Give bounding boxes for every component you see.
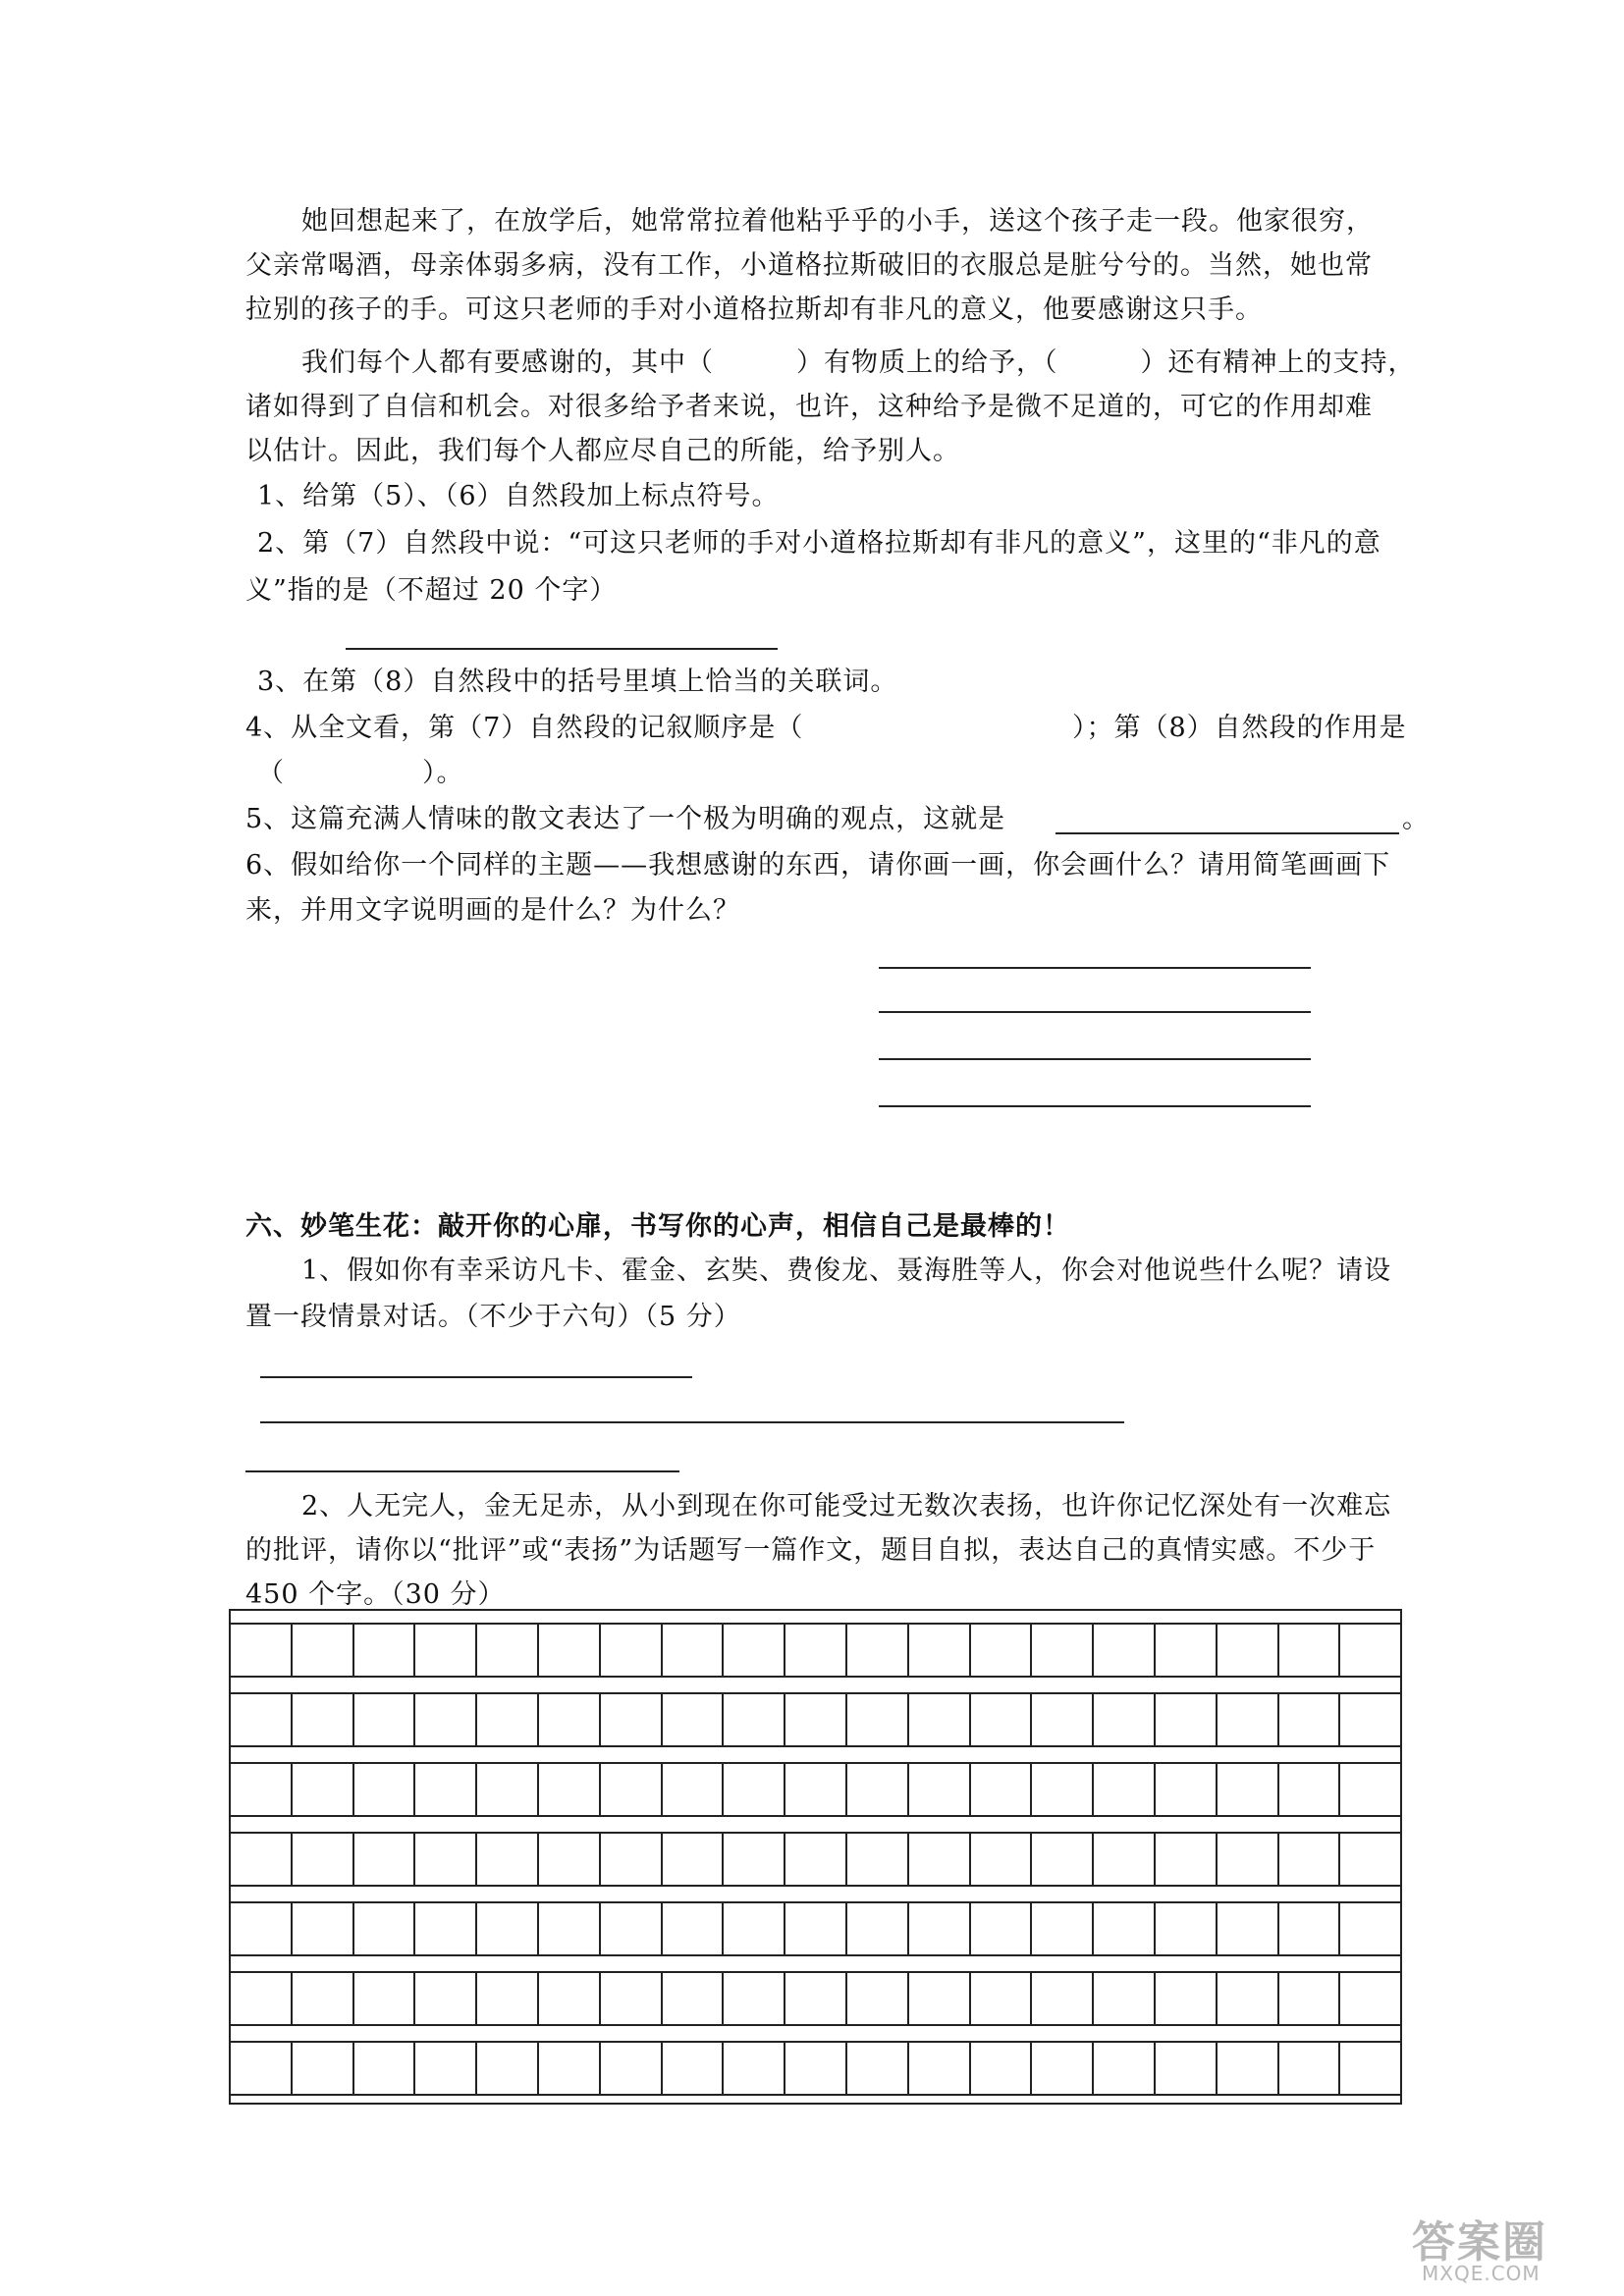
grid-cell[interactable] <box>477 1694 539 1745</box>
grid-cell[interactable] <box>847 2043 909 2094</box>
grid-cell[interactable] <box>539 1694 601 1745</box>
grid-cell[interactable] <box>724 1903 785 1954</box>
grid-cell[interactable] <box>415 1764 477 1815</box>
question-3: 3、在第（8）自然段中的括号里填上恰当的关联词。 <box>257 667 898 697</box>
grid-cell[interactable] <box>1340 1625 1400 1676</box>
grid-cell[interactable] <box>909 1625 971 1676</box>
grid-cell[interactable] <box>415 1973 477 2024</box>
grid-cell[interactable] <box>601 1973 663 2024</box>
grid-cell[interactable] <box>971 1903 1033 1954</box>
watermark-url: MXQE.COM <box>1422 2262 1541 2285</box>
grid-cell[interactable] <box>1340 2043 1400 2094</box>
grid-cell[interactable] <box>231 1764 293 1815</box>
grid-cell[interactable] <box>663 1694 725 1745</box>
grid-row[interactable] <box>231 1901 1400 1956</box>
grid-cell[interactable] <box>1094 1903 1156 1954</box>
grid-cell[interactable] <box>539 1764 601 1815</box>
question-5-end: 。 <box>1402 804 1430 834</box>
grid-cell[interactable] <box>847 1694 909 1745</box>
grid-cell[interactable] <box>293 1694 354 1745</box>
grid-cell[interactable] <box>1032 1834 1094 1885</box>
grid-cell[interactable] <box>539 1625 601 1676</box>
grid-cell[interactable] <box>785 2043 847 2094</box>
grid-cell[interactable] <box>1218 1973 1279 2024</box>
grid-cell[interactable] <box>971 1625 1033 1676</box>
grid-cell[interactable] <box>847 1834 909 1885</box>
question-2-answer-line[interactable] <box>346 648 778 650</box>
watermark-logo: 答案圈 <box>1412 2217 1547 2268</box>
grid-cell[interactable] <box>1218 1764 1279 1815</box>
grid-cell[interactable] <box>909 1973 971 2024</box>
grid-cell[interactable] <box>1340 1973 1400 2024</box>
grid-cell[interactable] <box>293 1903 354 1954</box>
grid-cell[interactable] <box>663 1834 725 1885</box>
watermark <box>1412 2218 1613 2289</box>
grid-cell[interactable] <box>601 2043 663 2094</box>
grid-cell[interactable] <box>231 1834 293 1885</box>
question-2-line2: 义”指的是（不超过 20 个字） <box>245 575 618 606</box>
grid-cell[interactable] <box>1156 2043 1218 2094</box>
grid-cell[interactable] <box>1156 1694 1218 1745</box>
grid-cell[interactable] <box>1156 1973 1218 2024</box>
grid-cell[interactable] <box>663 1903 725 1954</box>
grid-cell[interactable] <box>539 1903 601 1954</box>
grid-cell[interactable] <box>354 1903 416 1954</box>
grid-cell[interactable] <box>1156 1764 1218 1815</box>
passage-p8-line3: 以估计。因此，我们每个人都应尽自己的所能，给予别人。 <box>245 436 960 466</box>
passage-p8-line1: 我们每个人都有要感谢的，其中（ ）有物质上的给予，（ ）还有精神上的支持， <box>301 347 1416 378</box>
grid-cell[interactable] <box>1218 1694 1279 1745</box>
grid-cell[interactable] <box>909 1903 971 1954</box>
grid-cell[interactable] <box>1279 1973 1341 2024</box>
grid-cell[interactable] <box>293 1973 354 2024</box>
grid-cell[interactable] <box>663 1625 725 1676</box>
grid-cell[interactable] <box>415 2043 477 2094</box>
grid-cell[interactable] <box>724 1973 785 2024</box>
grid-cell[interactable] <box>909 2043 971 2094</box>
grid-cell[interactable] <box>785 1764 847 1815</box>
grid-cell[interactable] <box>539 1834 601 1885</box>
grid-cell[interactable] <box>293 1834 354 1885</box>
grid-cell[interactable] <box>1156 1625 1218 1676</box>
grid-cell[interactable] <box>847 1764 909 1815</box>
grid-cell[interactable] <box>477 1764 539 1815</box>
section6-item2-line1: 2、人无完人，金无足赤，从小到现在你可能受过无数次表扬，也许你记忆深处有一次难忘 <box>301 1491 1392 1522</box>
section6-item1-line2: 置一段情景对话。（不少于六句）（5 分） <box>245 1302 741 1332</box>
question-6-answer-line-1[interactable] <box>879 967 1311 969</box>
question-2-line1: 2、第（7）自然段中说：“可这只老师的手对小道格拉斯却有非凡的意义”，这里的“非凡的意 <box>257 528 1381 559</box>
grid-cell[interactable] <box>354 1764 416 1815</box>
section6-item2-line3: 450 个字。（30 分） <box>245 1579 506 1610</box>
grid-cell[interactable] <box>415 1694 477 1745</box>
grid-cell[interactable] <box>785 1625 847 1676</box>
grid-cell[interactable] <box>847 1973 909 2024</box>
grid-cell[interactable] <box>415 1834 477 1885</box>
passage-p7-line1: 她回想起来了，在放学后，她常常拉着他粘乎乎的小手，送这个孩子走一段。他家很穷， <box>301 206 1374 237</box>
grid-row[interactable] <box>231 1692 1400 1747</box>
section6-item1-line1: 1、假如你有幸采访凡卡、霍金、玄奘、费俊龙、聂海胜等人，你会对他说些什么呢？请设 <box>301 1255 1392 1286</box>
passage-p7-line3: 拉别的孩子的手。可这只老师的手对小道格拉斯却有非凡的意义，他要感谢这只手。 <box>245 294 1263 325</box>
grid-cell[interactable] <box>785 1903 847 1954</box>
grid-cell[interactable] <box>231 1694 293 1745</box>
grid-cell[interactable] <box>1032 1973 1094 2024</box>
grid-cell[interactable] <box>785 1694 847 1745</box>
grid-cell[interactable] <box>1279 1625 1341 1676</box>
grid-cell[interactable] <box>601 1903 663 1954</box>
grid-cell[interactable] <box>1279 2043 1341 2094</box>
grid-cell[interactable] <box>909 1834 971 1885</box>
grid-cell[interactable] <box>354 1625 416 1676</box>
grid-cell[interactable] <box>1279 1694 1341 1745</box>
grid-cell[interactable] <box>724 1764 785 1815</box>
grid-cell[interactable] <box>1279 1834 1341 1885</box>
grid-cell[interactable] <box>847 1903 909 1954</box>
section6-item1-answer-line-3[interactable] <box>245 1470 679 1472</box>
passage-p7-line2: 父亲常喝酒，母亲体弱多病，没有工作，小道格拉斯破旧的衣服总是脏兮兮的。当然，她也常 <box>245 250 1373 281</box>
question-5-answer-line[interactable] <box>1056 832 1399 834</box>
question-4-part2: ）；第（8）自然段的作用是 <box>1072 713 1407 743</box>
grid-cell[interactable] <box>477 1625 539 1676</box>
grid-cell[interactable] <box>724 2043 785 2094</box>
grid-cell[interactable] <box>354 2043 416 2094</box>
grid-cell[interactable] <box>601 1694 663 1745</box>
grid-cell[interactable] <box>477 1834 539 1885</box>
grid-cell[interactable] <box>1094 1834 1156 1885</box>
grid-cell[interactable] <box>909 1764 971 1815</box>
grid-cell[interactable] <box>785 1973 847 2024</box>
grid-cell[interactable] <box>477 1903 539 1954</box>
grid-cell[interactable] <box>231 1625 293 1676</box>
question-5: 5、这篇充满人情味的散文表达了一个极为明确的观点，这就是 <box>245 804 1006 834</box>
grid-row[interactable] <box>231 1971 1400 2026</box>
grid-cell[interactable] <box>354 1834 416 1885</box>
grid-cell[interactable] <box>415 1625 477 1676</box>
grid-cell[interactable] <box>293 2043 354 2094</box>
question-6-line1: 6、假如给你一个同样的主题——我想感谢的东西，请你画一画，你会画什么？请用简笔画画下 <box>245 850 1391 881</box>
grid-cell[interactable] <box>971 1834 1033 1885</box>
grid-cell[interactable] <box>293 1625 354 1676</box>
grid-row[interactable] <box>231 1762 1400 1817</box>
grid-cell[interactable] <box>1156 1834 1218 1885</box>
grid-cell[interactable] <box>601 1764 663 1815</box>
grid-cell[interactable] <box>1094 1694 1156 1745</box>
grid-cell[interactable] <box>1218 2043 1279 2094</box>
question-6-answer-line-2[interactable] <box>879 1011 1311 1013</box>
grid-cell[interactable] <box>724 1694 785 1745</box>
grid-cell[interactable] <box>909 1694 971 1745</box>
grid-cell[interactable] <box>971 1973 1033 2024</box>
grid-cell[interactable] <box>231 1903 293 1954</box>
passage-p8-line2: 诸如得到了自信和机会。对很多给予者来说，也许，这种给予是微不足道的，可它的作用却难 <box>245 392 1373 422</box>
grid-cell[interactable] <box>724 1625 785 1676</box>
grid-cell[interactable] <box>1094 1625 1156 1676</box>
grid-cell[interactable] <box>601 1625 663 1676</box>
grid-cell[interactable] <box>971 2043 1033 2094</box>
grid-cell[interactable] <box>724 1834 785 1885</box>
grid-cell[interactable] <box>971 1764 1033 1815</box>
section6-item1-answer-line-1[interactable] <box>260 1376 692 1378</box>
question-6-answer-line-4[interactable] <box>879 1105 1311 1107</box>
question-4-line2: （ ）。 <box>257 758 464 788</box>
section6-item1-answer-line-2[interactable] <box>260 1421 1124 1423</box>
grid-cell[interactable] <box>785 1834 847 1885</box>
grid-cell[interactable] <box>539 2043 601 2094</box>
grid-cell[interactable] <box>477 2043 539 2094</box>
grid-cell[interactable] <box>1094 2043 1156 2094</box>
grid-cell[interactable] <box>971 1694 1033 1745</box>
grid-cell[interactable] <box>1340 1834 1400 1885</box>
grid-cell[interactable] <box>1340 1903 1400 1954</box>
grid-cell[interactable] <box>1218 1625 1279 1676</box>
grid-cell[interactable] <box>293 1764 354 1815</box>
grid-cell[interactable] <box>847 1625 909 1676</box>
grid-cell[interactable] <box>601 1834 663 1885</box>
grid-cell[interactable] <box>1340 1694 1400 1745</box>
grid-cell[interactable] <box>1032 1625 1094 1676</box>
grid-cell[interactable] <box>1032 2043 1094 2094</box>
grid-cell[interactable] <box>1032 1764 1094 1815</box>
grid-cell[interactable] <box>231 2043 293 2094</box>
grid-cell[interactable] <box>1218 1834 1279 1885</box>
grid-cell[interactable] <box>1094 1764 1156 1815</box>
grid-cell[interactable] <box>1032 1694 1094 1745</box>
section6-heading: 六、妙笔生花：敲开你的心扉，书写你的心声，相信自己是最棒的！ <box>245 1211 1070 1242</box>
question-6-answer-line-3[interactable] <box>879 1058 1311 1060</box>
grid-cell[interactable] <box>663 1973 725 2024</box>
question-4-part1: 4、从全文看，第（7）自然段的记叙顺序是（ <box>245 713 804 743</box>
grid-cell[interactable] <box>663 1764 725 1815</box>
grid-cell[interactable] <box>1156 1903 1218 1954</box>
grid-cell[interactable] <box>354 1694 416 1745</box>
writing-grid[interactable] <box>229 1609 1402 2105</box>
grid-cell[interactable] <box>477 1973 539 2024</box>
grid-row[interactable] <box>231 1832 1400 1887</box>
grid-cell[interactable] <box>231 1973 293 2024</box>
grid-cell[interactable] <box>1218 1903 1279 1954</box>
grid-cell[interactable] <box>1279 1903 1341 1954</box>
grid-cell[interactable] <box>663 2043 725 2094</box>
grid-cell[interactable] <box>1279 1764 1341 1815</box>
grid-cell[interactable] <box>1032 1903 1094 1954</box>
question-6-line2: 来，并用文字说明画的是什么？为什么？ <box>245 895 740 926</box>
question-1: 1、给第（5）、（6）自然段加上标点符号。 <box>257 481 780 511</box>
grid-row[interactable] <box>231 1623 1400 1678</box>
section6-item2-line2: 的批评，请你以“批评”或“表扬”为话题写一篇作文，题目自拟，表达自己的真情实感。不少于 <box>245 1535 1377 1566</box>
grid-cell[interactable] <box>354 1973 416 2024</box>
grid-row[interactable] <box>231 2041 1400 2096</box>
grid-cell[interactable] <box>539 1973 601 2024</box>
grid-cell[interactable] <box>1340 1764 1400 1815</box>
grid-cell[interactable] <box>1094 1973 1156 2024</box>
grid-cell[interactable] <box>415 1903 477 1954</box>
